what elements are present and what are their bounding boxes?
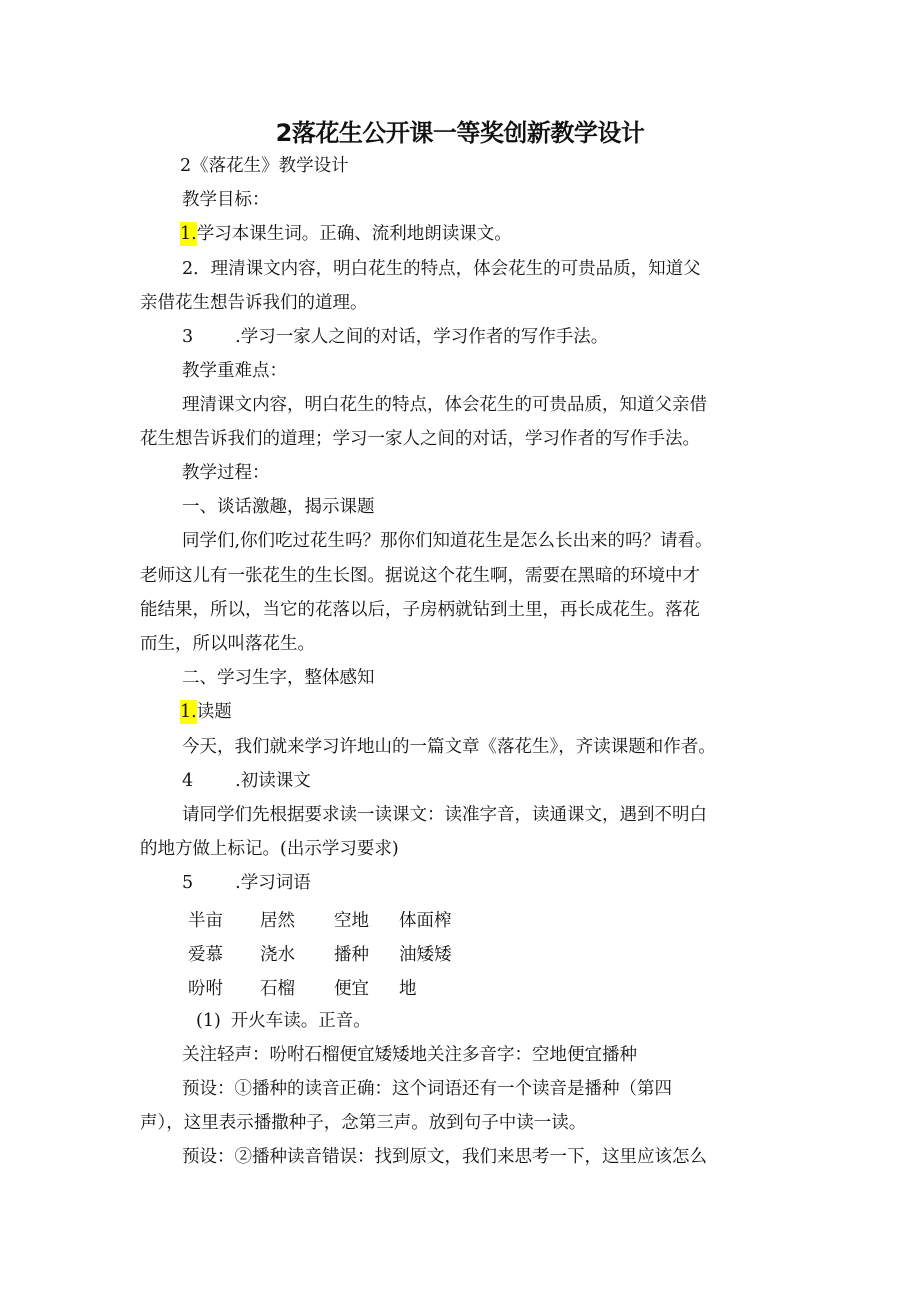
paragraph-3-line2: 的地方做上标记。(出示学习要求) (140, 839, 399, 859)
paragraph-1-line2: 老师这儿有一张花生的生长图。据说这个花生啊，需要在黑暗的环境中才 (140, 566, 700, 586)
step-1 (180, 700, 232, 724)
word: 地 (399, 979, 417, 999)
substep-1-number: (1) (196, 1011, 221, 1031)
preset-1-line2: 声），这里表示播撒种子，念第三声。放到句子中读一读。 (140, 1113, 587, 1133)
paragraph-1-line1: 同学们,你们吃过花生吗？那你们知道花生是怎么长出来的吗？请看。 (182, 531, 713, 551)
document-title: 2落花生公开课一等奖创新教学设计 (275, 119, 645, 147)
note-polyphones: 关注轻声：吩咐石榴便宜矮矮地关注多音字：空地便宜播种 (182, 1045, 637, 1065)
word: 油矮矮 (399, 945, 452, 965)
heading-objectives: 教学目标： (182, 190, 270, 210)
step-4 (182, 769, 311, 793)
preset-2: 预设：②播种读音错误：找到原文，我们来思考一下，这里应该怎么 (182, 1147, 707, 1167)
paragraph-1-line4: 而生，所以叫落花生。 (140, 634, 315, 654)
heading-keypoints: 教学重难点： (182, 361, 287, 381)
step-4-number: 4 (182, 771, 194, 791)
subtitle: 2《落花生》教学设计 (180, 156, 349, 176)
objective-3-number: 3 (182, 327, 194, 347)
word: 居然 (260, 911, 295, 931)
paragraph-2: 今天，我们就来学习许地山的一篇文章《落花生》，齐读课题和作者。 (182, 737, 716, 757)
keypoints-line1: 理清课文内容，明白花生的特点，体会花生的可贵品质，知道父亲借 (182, 395, 707, 415)
word: 半亩 (188, 911, 223, 931)
paragraph-1-line3: 能结果，所以，当它的花落以后，子房柄就钻到土里，再长成花生。落花 (140, 600, 700, 620)
step-1-text: 读题 (196, 702, 232, 722)
word: 空地 (334, 911, 369, 931)
step-4-text: .初读课文 (235, 771, 311, 791)
number-highlight: 1. (180, 702, 197, 722)
word: 便宜 (334, 979, 369, 999)
word: 爱慕 (188, 945, 223, 965)
objective-1-text: 学习本课生词。正确、流利地朗读课文。 (196, 224, 512, 244)
objective-1 (180, 222, 512, 246)
objective-2-line1: 2．理清课文内容，明白花生的特点，体会花生的可贵品质，知道父 (182, 259, 701, 279)
paragraph-3-line1: 请同学们先根据要求读一读课文：读准字音，读通课文，遇到不明白 (182, 805, 707, 825)
substep-1 (196, 1009, 371, 1033)
substep-1-text: 开火车读。正音。 (230, 1011, 371, 1031)
keypoints-line2: 花生想告诉我们的道理；学习一家人之间的对话，学习作者的写作手法。 (140, 429, 700, 449)
heading-process: 教学过程： (182, 463, 270, 483)
step-5-text: .学习词语 (235, 873, 311, 893)
word: 吩咐 (188, 979, 223, 999)
word: 播种 (334, 945, 369, 965)
section-1-heading: 一、谈话激趣，揭示课题 (182, 497, 375, 517)
word: 浇水 (260, 945, 295, 965)
step-5-number: 5 (182, 873, 194, 893)
word: 体面榨 (399, 911, 452, 931)
step-5 (182, 871, 311, 895)
preset-1-line1: 预设：①播种的读音正确：这个词语还有一个读音是播种（第四 (182, 1079, 672, 1099)
objective-3-text: .学习一家人之间的对话，学习作者的写作手法。 (235, 327, 609, 347)
word: 石榴 (260, 979, 295, 999)
section-2-heading: 二、学习生字，整体感知 (182, 668, 375, 688)
objective-2-line2: 亲借花生想告诉我们的道理。 (140, 293, 368, 313)
number-highlight: 1. (180, 224, 197, 244)
objective-3 (182, 325, 608, 349)
